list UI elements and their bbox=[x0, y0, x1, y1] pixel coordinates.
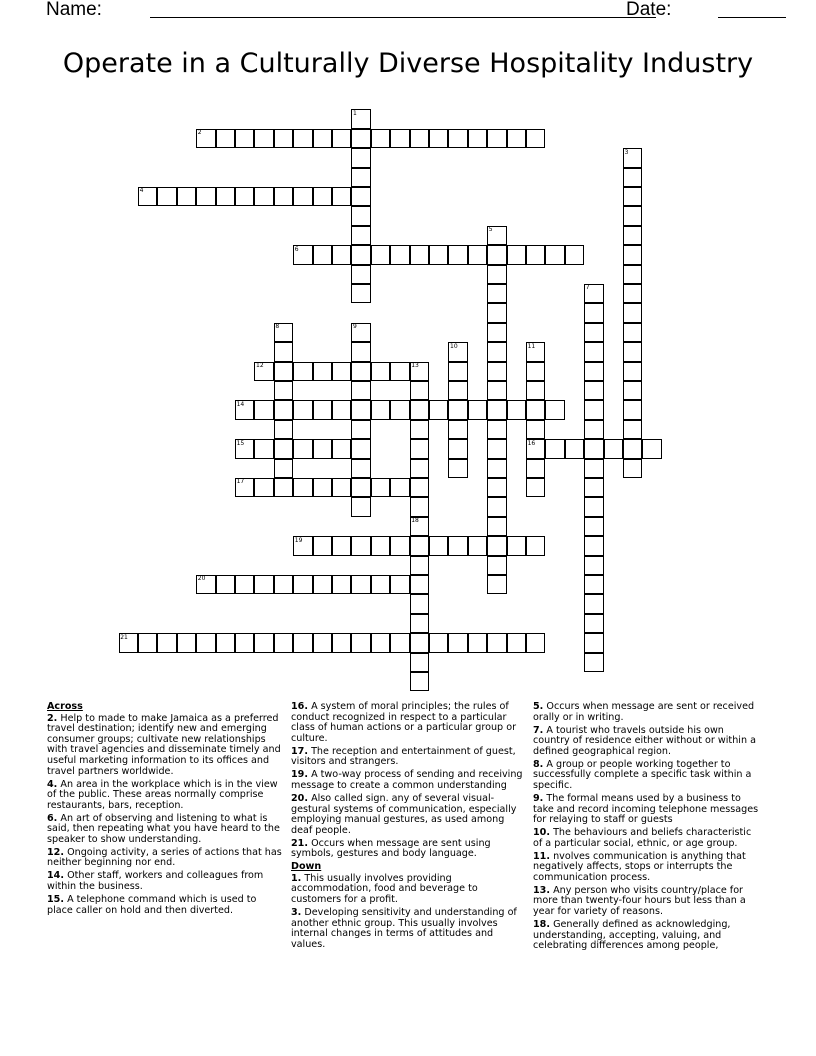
grid-cell[interactable] bbox=[410, 129, 429, 148]
grid-cell[interactable] bbox=[487, 381, 506, 400]
grid-cell[interactable] bbox=[642, 439, 661, 458]
grid-cell[interactable] bbox=[623, 265, 642, 284]
clue-across-12: 12. Ongoing activity, a series of actions that has neither beginning nor end. bbox=[47, 846, 282, 869]
grid-cell[interactable] bbox=[351, 575, 370, 594]
cell-number: 2 bbox=[197, 129, 202, 137]
grid-cell[interactable] bbox=[448, 459, 467, 478]
grid-cell[interactable] bbox=[177, 187, 196, 206]
grid-cell[interactable] bbox=[351, 265, 370, 284]
grid-cell[interactable] bbox=[410, 633, 429, 652]
grid-cell[interactable] bbox=[526, 129, 545, 148]
grid-cell[interactable] bbox=[448, 420, 467, 439]
grid-cell[interactable] bbox=[371, 536, 390, 555]
grid-cell[interactable] bbox=[623, 362, 642, 381]
grid-cell[interactable] bbox=[254, 187, 273, 206]
grid-cell[interactable] bbox=[138, 633, 157, 652]
grid-cell[interactable] bbox=[584, 653, 603, 672]
grid-cell[interactable] bbox=[487, 284, 506, 303]
grid-cell[interactable] bbox=[584, 556, 603, 575]
grid-cell[interactable] bbox=[526, 633, 545, 652]
grid-cell[interactable] bbox=[623, 400, 642, 419]
cell-number: 1 bbox=[353, 109, 357, 117]
grid-cell[interactable] bbox=[448, 439, 467, 458]
grid-cell[interactable] bbox=[274, 575, 293, 594]
grid-cell[interactable] bbox=[177, 633, 196, 652]
grid-cell[interactable] bbox=[410, 536, 429, 555]
clue-across-14: 14. Other staff, workers and colleagues from within the business. bbox=[47, 870, 264, 893]
clue-down-9: 9. The formal means used by a business to take and record incoming telephone messages for relaying to staff or guests bbox=[533, 792, 759, 826]
grid-cell[interactable] bbox=[526, 536, 545, 555]
grid-cell[interactable] bbox=[254, 400, 273, 419]
grid-cell[interactable] bbox=[254, 575, 273, 594]
grid-cell[interactable] bbox=[254, 478, 273, 497]
grid-cell[interactable] bbox=[468, 245, 487, 264]
grid-cell[interactable] bbox=[487, 265, 506, 284]
grid-cell[interactable] bbox=[313, 129, 332, 148]
grid-cell[interactable] bbox=[351, 245, 370, 264]
grid-cell[interactable] bbox=[410, 478, 429, 497]
grid-cell[interactable] bbox=[487, 459, 506, 478]
grid-cell[interactable] bbox=[390, 633, 409, 652]
grid-cell[interactable] bbox=[371, 478, 390, 497]
cell-number: 16 bbox=[527, 439, 536, 447]
clue-down-11: 11. nvolves communication is anything that negatively affects, stops or interrupts the communication process. bbox=[533, 850, 746, 883]
grid-cell[interactable] bbox=[584, 323, 603, 342]
grid-cell[interactable] bbox=[274, 187, 293, 206]
grid-cell[interactable] bbox=[429, 245, 448, 264]
grid-cell[interactable] bbox=[332, 633, 351, 652]
grid-cell[interactable] bbox=[390, 400, 409, 419]
grid-cell[interactable] bbox=[332, 362, 351, 381]
clue-down-13: 13. Any person who visits country/place for more than twenty-four hours but less than a year for variety of reasons. bbox=[533, 884, 746, 918]
clue-down-10: 10. The behaviours and beliefs characteristic of a particular social, ethnic, or age group. bbox=[533, 827, 752, 849]
grid-cell[interactable] bbox=[371, 362, 390, 381]
grid-cell[interactable] bbox=[351, 187, 370, 206]
clue-across-17: 17. The reception and entertainment of guest, visitors and strangers. bbox=[291, 745, 516, 768]
grid-cell[interactable] bbox=[487, 439, 506, 458]
grid-cell[interactable] bbox=[293, 362, 312, 381]
grid-cell[interactable] bbox=[351, 381, 370, 400]
grid-cell[interactable] bbox=[545, 400, 564, 419]
grid-cell[interactable] bbox=[623, 206, 642, 225]
cell-number: 17 bbox=[236, 478, 245, 486]
grid-cell[interactable] bbox=[507, 633, 526, 652]
grid-cell[interactable] bbox=[487, 400, 506, 419]
grid-cell[interactable] bbox=[487, 497, 506, 516]
grid-cell[interactable] bbox=[410, 594, 429, 613]
grid-cell[interactable] bbox=[410, 497, 429, 516]
grid-cell[interactable] bbox=[584, 633, 603, 652]
grid-cell[interactable] bbox=[584, 536, 603, 555]
grid-cell[interactable] bbox=[390, 245, 409, 264]
grid-cell[interactable] bbox=[448, 129, 467, 148]
grid-cell[interactable] bbox=[487, 575, 506, 594]
grid-cell[interactable] bbox=[623, 439, 642, 458]
clues-column-1 bbox=[47, 702, 283, 919]
cell-number: 3 bbox=[624, 148, 629, 156]
grid-cell[interactable] bbox=[274, 342, 293, 361]
grid-cell[interactable] bbox=[254, 439, 273, 458]
grid-cell[interactable] bbox=[584, 303, 603, 322]
grid-cell[interactable] bbox=[351, 420, 370, 439]
grid-cell[interactable] bbox=[487, 303, 506, 322]
grid-cell[interactable] bbox=[623, 168, 642, 187]
grid-cell[interactable] bbox=[351, 226, 370, 245]
grid-cell[interactable] bbox=[332, 536, 351, 555]
grid-cell[interactable] bbox=[216, 129, 235, 148]
grid-cell[interactable] bbox=[526, 381, 545, 400]
grid-cell[interactable] bbox=[313, 439, 332, 458]
grid-cell[interactable] bbox=[526, 459, 545, 478]
grid-cell[interactable] bbox=[487, 556, 506, 575]
grid-cell[interactable] bbox=[623, 303, 642, 322]
grid-cell[interactable] bbox=[351, 168, 370, 187]
name-label: Name: bbox=[46, 0, 102, 20]
grid-cell[interactable] bbox=[410, 459, 429, 478]
grid-cell[interactable] bbox=[410, 614, 429, 633]
clue-across-6: 6. An art of observing and listening to what is said, then repeating what you have heard to the speaker to show understanding. bbox=[47, 812, 280, 845]
cell-number: 4 bbox=[139, 187, 144, 195]
grid-cell[interactable] bbox=[487, 362, 506, 381]
grid-cell[interactable] bbox=[526, 245, 545, 264]
grid-cell[interactable] bbox=[487, 420, 506, 439]
grid-cell[interactable] bbox=[351, 478, 370, 497]
grid-cell[interactable] bbox=[410, 420, 429, 439]
grid-cell[interactable] bbox=[274, 381, 293, 400]
grid-cell[interactable] bbox=[390, 575, 409, 594]
grid-cell[interactable] bbox=[351, 362, 370, 381]
grid-cell[interactable] bbox=[274, 400, 293, 419]
cell-number: 13 bbox=[411, 362, 419, 369]
grid-cell[interactable] bbox=[526, 362, 545, 381]
grid-cell[interactable] bbox=[604, 439, 623, 458]
cell-number: 14 bbox=[236, 400, 245, 408]
grid-cell[interactable] bbox=[351, 206, 370, 225]
grid-cell[interactable] bbox=[507, 245, 526, 264]
grid-cell[interactable] bbox=[507, 400, 526, 419]
grid-cell[interactable] bbox=[623, 284, 642, 303]
date-label: Date: bbox=[626, 0, 672, 20]
grid-cell[interactable] bbox=[623, 459, 642, 478]
grid-cell[interactable] bbox=[293, 575, 312, 594]
clue-across-4: 4. An area in the workplace which is in the view of the public. These areas normally comprise restaurants, bars, reception. bbox=[47, 778, 278, 811]
grid-cell[interactable] bbox=[410, 381, 429, 400]
grid-cell[interactable] bbox=[351, 536, 370, 555]
grid-cell[interactable] bbox=[313, 575, 332, 594]
grid-cell[interactable] bbox=[526, 420, 545, 439]
grid-cell[interactable] bbox=[390, 536, 409, 555]
grid-cell[interactable] bbox=[274, 633, 293, 652]
grid-cell[interactable] bbox=[545, 245, 564, 264]
grid-cell[interactable] bbox=[216, 575, 235, 594]
clue-down-7: 7. A tourist who travels outside his own country of residence either without or within a defined geographical region. bbox=[533, 724, 756, 757]
grid-cell[interactable] bbox=[293, 633, 312, 652]
grid-cell[interactable] bbox=[390, 129, 409, 148]
clue-across-16: 16. A system of moral principles; the rules of conduct recognized in respect to a particular class of human actions or a particular group or culture. bbox=[291, 701, 517, 744]
grid-cell[interactable] bbox=[448, 362, 467, 381]
down-heading: Down bbox=[291, 861, 322, 873]
grid-cell[interactable] bbox=[410, 400, 429, 419]
grid-cell[interactable] bbox=[254, 129, 273, 148]
cell-number: 20 bbox=[197, 575, 206, 583]
grid-cell[interactable] bbox=[313, 633, 332, 652]
grid-cell[interactable] bbox=[468, 129, 487, 148]
grid-cell[interactable] bbox=[216, 187, 235, 206]
grid-cell[interactable] bbox=[293, 439, 312, 458]
clue-down-8: 8. A group or people working together to successfully complete a specific task within a specific. bbox=[533, 758, 752, 791]
grid-cell[interactable] bbox=[371, 400, 390, 419]
grid-cell[interactable] bbox=[274, 420, 293, 439]
grid-cell[interactable] bbox=[313, 478, 332, 497]
grid-cell[interactable] bbox=[313, 362, 332, 381]
cell-number: 12 bbox=[256, 362, 264, 369]
cell-number: 9 bbox=[353, 323, 357, 331]
cell-number: 15 bbox=[236, 439, 245, 447]
grid-cell[interactable] bbox=[526, 400, 545, 419]
cell-number: 18 bbox=[411, 517, 419, 525]
grid-cell[interactable] bbox=[332, 400, 351, 419]
grid-cell[interactable] bbox=[565, 245, 584, 264]
grid-cell[interactable] bbox=[584, 478, 603, 497]
grid-cell[interactable] bbox=[623, 420, 642, 439]
grid-cell[interactable] bbox=[410, 245, 429, 264]
grid-cell[interactable] bbox=[448, 381, 467, 400]
grid-cell[interactable] bbox=[584, 497, 603, 516]
grid-cell[interactable] bbox=[487, 633, 506, 652]
grid-cell[interactable] bbox=[371, 575, 390, 594]
grid-cell[interactable] bbox=[293, 478, 312, 497]
grid-cell[interactable] bbox=[313, 536, 332, 555]
grid-cell[interactable] bbox=[274, 459, 293, 478]
grid-cell[interactable] bbox=[274, 478, 293, 497]
grid-cell[interactable] bbox=[584, 575, 603, 594]
clue-across-21: 21. Occurs when message are sent using symbols, gestures and body language. bbox=[291, 837, 491, 860]
grid-cell[interactable] bbox=[390, 362, 409, 381]
clues-column-2 bbox=[291, 702, 527, 953]
grid-cell[interactable] bbox=[351, 400, 370, 419]
grid-cell[interactable] bbox=[584, 459, 603, 478]
clue-down-3: 3. Developing sensitivity and understanding of another ethnic group. This usually involves internal changes in terms of attitudes and values. bbox=[291, 907, 517, 950]
clue-down-5: 5. Occurs when message are sent or received orally or in writing. bbox=[533, 701, 755, 723]
grid-cell[interactable] bbox=[623, 245, 642, 264]
cell-number: 11 bbox=[527, 342, 536, 350]
grid-cell[interactable] bbox=[623, 187, 642, 206]
grid-cell[interactable] bbox=[351, 342, 370, 361]
grid-cell[interactable] bbox=[293, 400, 312, 419]
grid-cell[interactable] bbox=[235, 575, 254, 594]
grid-cell[interactable] bbox=[410, 653, 429, 672]
grid-cell[interactable] bbox=[410, 556, 429, 575]
grid-cell[interactable] bbox=[313, 187, 332, 206]
grid-cell[interactable] bbox=[487, 478, 506, 497]
grid-cell[interactable] bbox=[448, 400, 467, 419]
grid-cell[interactable] bbox=[274, 362, 293, 381]
grid-cell[interactable] bbox=[487, 517, 506, 536]
cell-number: 19 bbox=[294, 536, 303, 544]
cell-number: 7 bbox=[585, 284, 590, 292]
grid-cell[interactable] bbox=[584, 517, 603, 536]
grid-cell[interactable] bbox=[429, 129, 448, 148]
across-heading: Across bbox=[47, 701, 83, 712]
grid-cell[interactable] bbox=[351, 129, 370, 148]
grid-cell[interactable] bbox=[313, 245, 332, 264]
grid-cell[interactable] bbox=[448, 536, 467, 555]
cell-number: 21 bbox=[120, 633, 128, 641]
grid-cell[interactable] bbox=[429, 633, 448, 652]
grid-cell[interactable] bbox=[584, 420, 603, 439]
grid-cell[interactable] bbox=[332, 129, 351, 148]
grid-cell[interactable] bbox=[293, 187, 312, 206]
grid-cell[interactable] bbox=[196, 187, 215, 206]
grid-cell[interactable] bbox=[468, 536, 487, 555]
grid-cell[interactable] bbox=[351, 633, 370, 652]
grid-cell[interactable] bbox=[584, 342, 603, 361]
grid-cell[interactable] bbox=[235, 633, 254, 652]
grid-cell[interactable] bbox=[235, 187, 254, 206]
grid-cell[interactable] bbox=[371, 129, 390, 148]
grid-cell[interactable] bbox=[623, 323, 642, 342]
grid-cell[interactable] bbox=[157, 187, 176, 206]
cell-number: 5 bbox=[488, 226, 493, 234]
clue-across-19: 19. A two-way process of sending and receiving message to create a common understanding bbox=[291, 769, 523, 791]
clue-across-15: 15. A telephone command which is used to place caller on hold and then diverted. bbox=[47, 894, 257, 916]
grid-cell[interactable] bbox=[584, 594, 603, 613]
grid-cell[interactable] bbox=[351, 148, 370, 167]
grid-cell[interactable] bbox=[332, 575, 351, 594]
grid-cell[interactable] bbox=[584, 400, 603, 419]
grid-cell[interactable] bbox=[410, 575, 429, 594]
grid-cell[interactable] bbox=[293, 129, 312, 148]
grid-cell[interactable] bbox=[487, 245, 506, 264]
grid-cell[interactable] bbox=[254, 633, 273, 652]
grid-cell[interactable] bbox=[487, 342, 506, 361]
grid-cell[interactable] bbox=[487, 129, 506, 148]
grid-cell[interactable] bbox=[371, 245, 390, 264]
grid-cell[interactable] bbox=[274, 439, 293, 458]
grid-cell[interactable] bbox=[565, 439, 584, 458]
grid-cell[interactable] bbox=[584, 439, 603, 458]
grid-cell[interactable] bbox=[371, 633, 390, 652]
page-title: Operate in a Culturally Diverse Hospitality Industry bbox=[62, 48, 754, 79]
grid-cell[interactable] bbox=[390, 478, 409, 497]
grid-cell[interactable] bbox=[332, 245, 351, 264]
grid-cell[interactable] bbox=[448, 633, 467, 652]
cell-number: 10 bbox=[450, 342, 458, 350]
grid-cell[interactable] bbox=[468, 400, 487, 419]
grid-cell[interactable] bbox=[623, 381, 642, 400]
clues-column-3 bbox=[533, 702, 763, 954]
grid-cell[interactable] bbox=[507, 536, 526, 555]
grid-cell[interactable] bbox=[410, 672, 429, 691]
grid-cell[interactable] bbox=[429, 400, 448, 419]
grid-cell[interactable] bbox=[351, 497, 370, 516]
grid-cell[interactable] bbox=[429, 536, 448, 555]
grid-cell[interactable] bbox=[351, 439, 370, 458]
grid-cell[interactable] bbox=[545, 439, 564, 458]
grid-cell[interactable] bbox=[196, 633, 215, 652]
grid-cell[interactable] bbox=[351, 284, 370, 303]
grid-cell[interactable] bbox=[410, 439, 429, 458]
cell-number: 6 bbox=[294, 245, 299, 253]
grid-cell[interactable] bbox=[157, 633, 176, 652]
grid-cell[interactable] bbox=[216, 633, 235, 652]
grid-cell[interactable] bbox=[584, 614, 603, 633]
grid-cell[interactable] bbox=[332, 187, 351, 206]
grid-cell[interactable] bbox=[623, 226, 642, 245]
cell-number: 8 bbox=[275, 323, 280, 331]
clue-across-20: 20. Also called sign. any of several visual-gestural systems of communication, especially employing manual gestures, as used among deaf people. bbox=[291, 792, 517, 836]
grid-cell[interactable] bbox=[487, 536, 506, 555]
clue-across-2: 2. Help to made to make Jamaica as a preferred travel destination; identify new and emerging consumer groups; cultivate new relationships with travel agencies and disseminate timely and useful marketing information to its offices and travel partners worldwide. bbox=[47, 712, 281, 777]
clue-down-1: 1. This usually involves providing accommodation, food and beverage to customers for a profit. bbox=[291, 872, 478, 906]
grid-cell[interactable] bbox=[487, 323, 506, 342]
grid-cell[interactable] bbox=[274, 129, 293, 148]
grid-cell[interactable] bbox=[623, 342, 642, 361]
grid-cell[interactable] bbox=[584, 362, 603, 381]
grid-cell[interactable] bbox=[332, 478, 351, 497]
grid-cell[interactable] bbox=[468, 633, 487, 652]
grid-cell[interactable] bbox=[235, 129, 254, 148]
clue-down-18: 18. Generally defined as acknowledging, understanding, accepting, valuing, and celebrating differences among people, bbox=[533, 919, 731, 952]
grid-cell[interactable] bbox=[332, 439, 351, 458]
grid-cell[interactable] bbox=[313, 400, 332, 419]
grid-cell[interactable] bbox=[584, 381, 603, 400]
grid-cell[interactable] bbox=[507, 129, 526, 148]
grid-cell[interactable] bbox=[351, 459, 370, 478]
grid-cell[interactable] bbox=[448, 245, 467, 264]
grid-cell[interactable] bbox=[526, 478, 545, 497]
